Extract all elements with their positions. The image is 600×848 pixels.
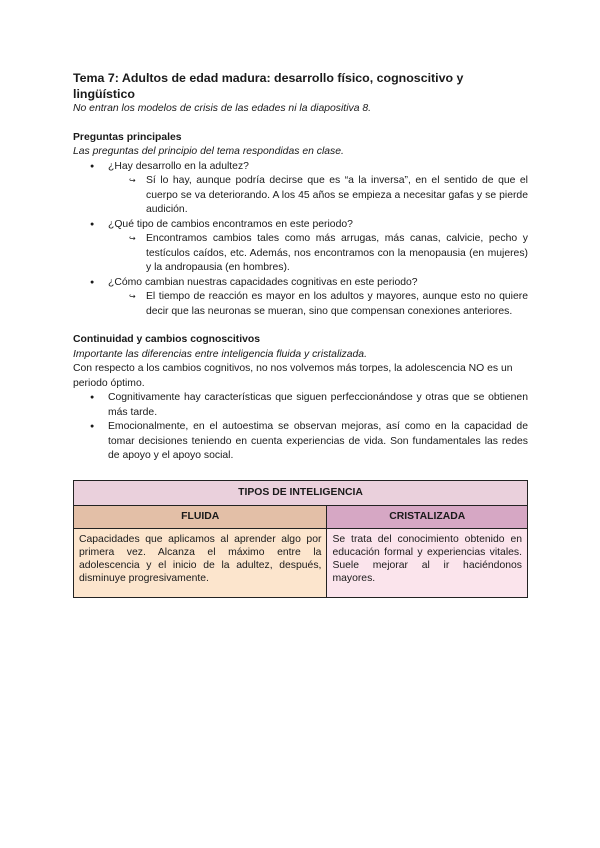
table-title: TIPOS DE INTELIGENCIA xyxy=(74,480,528,505)
answer-item: ↪ El tiempo de reacción es mayor en los adultos y mayores, aunque esto no quiere decir que las neuronas se mueran, sino que compensan conexiones anteriores. xyxy=(73,290,528,319)
page-subtitle: No entran los modelos de crisis de las edades ni la diapositiva 8. xyxy=(73,103,372,114)
question-item: ● ¿Hay desarrollo en la adultez? xyxy=(73,160,528,175)
section-heading-preguntas: Preguntas principales xyxy=(73,131,182,143)
answer-item: ↪ Sí lo hay, aunque podría decirse que es “a la inversa”, en el sentido de que el cuerpo se va deteriorando. A los 45 años se empieza a necesitar gafas y se pierde audición. xyxy=(73,174,528,218)
cell-cristalizada: Se trata del conocimiento obtenido en educación formal y experiencias vitales. Suele mejorar al ir haciéndonos mayores. xyxy=(327,528,528,597)
section-heading-continuidad: Continuidad y cambios cognoscitivos xyxy=(73,334,261,345)
section-intro-continuidad: Importante las diferencias entre inteligencia fluida y cristalizada. xyxy=(73,348,367,360)
answer-item: ↪ Encontramos cambios tales como más arrugas, más canas, calvicie, pecho y testículos caídos, etc. Además, nos encontramos con la menopausia (en mujeres) y la andropausia (en hombres). xyxy=(73,232,528,276)
question-item: ● ¿Cómo cambian nuestras capacidades cognitivas en este periodo? xyxy=(73,276,528,291)
document-page xyxy=(73,70,528,598)
bullet-item: ● Emocionalmente, en el autoestima se observan mejoras, así como en la capacidad de tomar decisiones teniendo en cuenta experiencias de vida. Son fundamentales las redes de apoyo y el apoyo social. xyxy=(73,420,528,464)
column-header-cristalizada: CRISTALIZADA xyxy=(327,505,528,528)
cell-fluida: Capacidades que aplicamos al aprender algo por primera vez. Alcanza el máximo entre la adolescencia y el inicio de la adultez, después, disminuye progresivamente. xyxy=(74,528,327,597)
page-title: Tema 7: Adultos de edad madura: desarrollo físico, cognoscitivo y lingüístico xyxy=(73,71,464,101)
intelligence-table xyxy=(73,480,528,598)
question-item: ● ¿Qué tipo de cambios encontramos en este periodo? xyxy=(73,218,528,233)
section-intro-preguntas: Las preguntas del principio del tema respondidas en clase. xyxy=(73,146,344,157)
section-paragraph: Con respecto a los cambios cognitivos, no nos volvemos más torpes, la adolescencia NO es un periodo óptimo. xyxy=(73,363,513,389)
question-list xyxy=(73,160,528,320)
bullet-item: ● Cognitivamente hay características que siguen perfeccionándose y otras que se obtienen más tarde. xyxy=(73,391,528,420)
bullet-list xyxy=(73,391,528,464)
column-header-fluida: FLUIDA xyxy=(74,505,327,528)
